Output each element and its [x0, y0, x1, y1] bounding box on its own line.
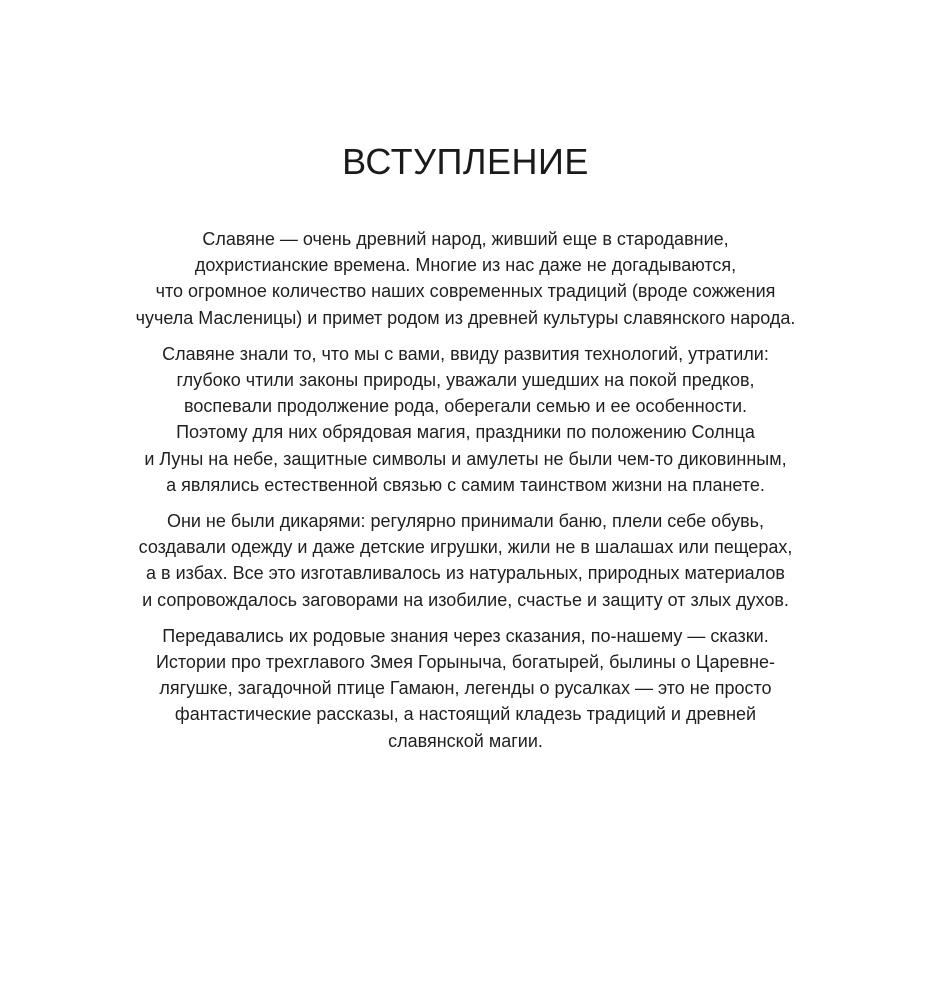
paragraph-2: Славяне знали то, что мы с вами, ввиду развития технологий, утратили: глубоко чтили законы природы, уважали ушедших на покой предков, воспевали продолжение рода, оберегали семью и ее особенности. Поэтому для них обрядовая магия, праздники по положению Солнца и Луны на небе, защитные символы и амулеты не были чем-то диковинным, а являлись естественной связью с самим таинством жизни на планете. — [144, 343, 787, 495]
paragraph-4: Передавались их родовые знания через сказания, по-нашему — сказки. Истории про трехглавого Змея Горыныча, богатырей, былины о Царевне- лягушке, загадочной птице Гамаюн, легенды о русалках — это не просто фантастические рассказы, а настоящий кладезь традиций и древней славянской магии. — [155, 625, 776, 751]
paragraph-3: Они не были дикарями: регулярно принимали баню, плели себе обувь, создавали одежду и даже детские игрушки, жили не в шалашах или пещерах, а в избах. Все это изготавливалось из натуральных, природных материалов и сопровождалось заговорами на изобилие, счастье и защиту от злых духов. — [138, 511, 793, 610]
body-text — [60, 226, 871, 764]
page-title: ВСТУПЛЕНИЕ — [342, 141, 589, 182]
paragraph-1: Славяне — очень древний народ, живший еще в стародавние, дохристианские времена. Многие из нас даже не догадываются, что огромное количество наших современных традиций (вроде сожжения чучела Масленицы) и примет родом из древней культуры славянского народа. — [135, 229, 796, 328]
